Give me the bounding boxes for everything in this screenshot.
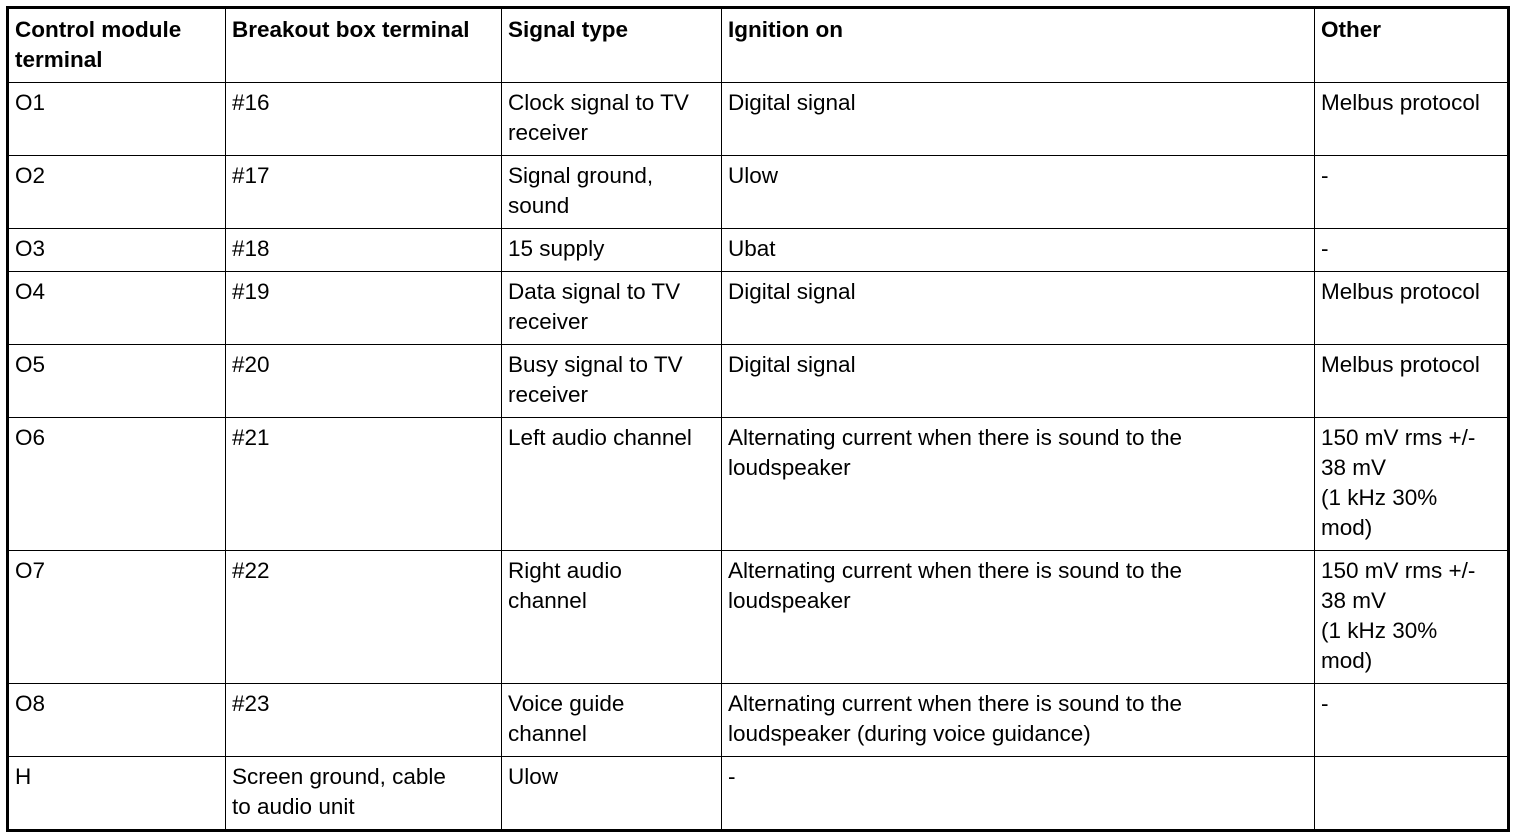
cell-signal-type: Left audio channel [502,418,722,551]
table-row [8,272,1509,345]
cell-ignition-on: Alternating current when there is sound to the loudspeaker (during voice guidance) [722,684,1315,757]
cell-other: Melbus protocol [1315,272,1509,345]
table-row [8,345,1509,418]
cell-signal-type: Ulow [502,757,722,831]
table-row [8,551,1509,684]
cell-breakout-box-terminal: #23 [226,684,502,757]
terminal-signal-table [6,6,1510,832]
cell-ignition-on: Digital signal [722,345,1315,418]
cell-signal-type: Voice guide channel [502,684,722,757]
cell-ignition-on: Alternating current when there is sound to the loudspeaker [722,418,1315,551]
cell-ignition-on: Digital signal [722,83,1315,156]
cell-control-module-terminal: O1 [8,83,226,156]
cell-breakout-box-terminal: Screen ground, cable to audio unit [226,757,502,831]
cell-signal-type: Data signal to TV receiver [502,272,722,345]
cell-control-module-terminal: O3 [8,229,226,272]
cell-other [1315,757,1509,831]
cell-breakout-box-terminal: #22 [226,551,502,684]
cell-breakout-box-terminal: #18 [226,229,502,272]
cell-other: Melbus protocol [1315,345,1509,418]
cell-other: Melbus protocol [1315,83,1509,156]
cell-control-module-terminal: O4 [8,272,226,345]
header-other: Other [1315,8,1509,83]
cell-other: - [1315,684,1509,757]
header-breakout-box-terminal: Breakout box terminal [226,8,502,83]
table-row [8,684,1509,757]
header-ignition-on: Ignition on [722,8,1315,83]
table-row [8,757,1509,831]
table-row [8,229,1509,272]
cell-other: - [1315,156,1509,229]
cell-control-module-terminal: O5 [8,345,226,418]
cell-ignition-on: Digital signal [722,272,1315,345]
header-control-module-terminal: Control module terminal [8,8,226,83]
cell-breakout-box-terminal: #20 [226,345,502,418]
cell-ignition-on: Ubat [722,229,1315,272]
cell-control-module-terminal: O2 [8,156,226,229]
cell-ignition-on: - [722,757,1315,831]
cell-other: 150 mV rms +/- 38 mV (1 kHz 30% mod) [1315,551,1509,684]
cell-breakout-box-terminal: #21 [226,418,502,551]
cell-signal-type: Signal ground, sound [502,156,722,229]
cell-breakout-box-terminal: #16 [226,83,502,156]
header-signal-type: Signal type [502,8,722,83]
table-body [8,83,1509,831]
cell-signal-type: Busy signal to TV receiver [502,345,722,418]
cell-control-module-terminal: O6 [8,418,226,551]
cell-control-module-terminal: O7 [8,551,226,684]
cell-ignition-on: Alternating current when there is sound to the loudspeaker [722,551,1315,684]
cell-signal-type: Right audio channel [502,551,722,684]
table-header [8,8,1509,83]
cell-control-module-terminal: H [8,757,226,831]
table-row [8,156,1509,229]
header-row [8,8,1509,83]
cell-breakout-box-terminal: #19 [226,272,502,345]
cell-control-module-terminal: O8 [8,684,226,757]
table-row [8,83,1509,156]
cell-other: 150 mV rms +/- 38 mV (1 kHz 30% mod) [1315,418,1509,551]
cell-breakout-box-terminal: #17 [226,156,502,229]
cell-signal-type: Clock signal to TV receiver [502,83,722,156]
table-row [8,418,1509,551]
cell-signal-type: 15 supply [502,229,722,272]
cell-other: - [1315,229,1509,272]
cell-ignition-on: Ulow [722,156,1315,229]
